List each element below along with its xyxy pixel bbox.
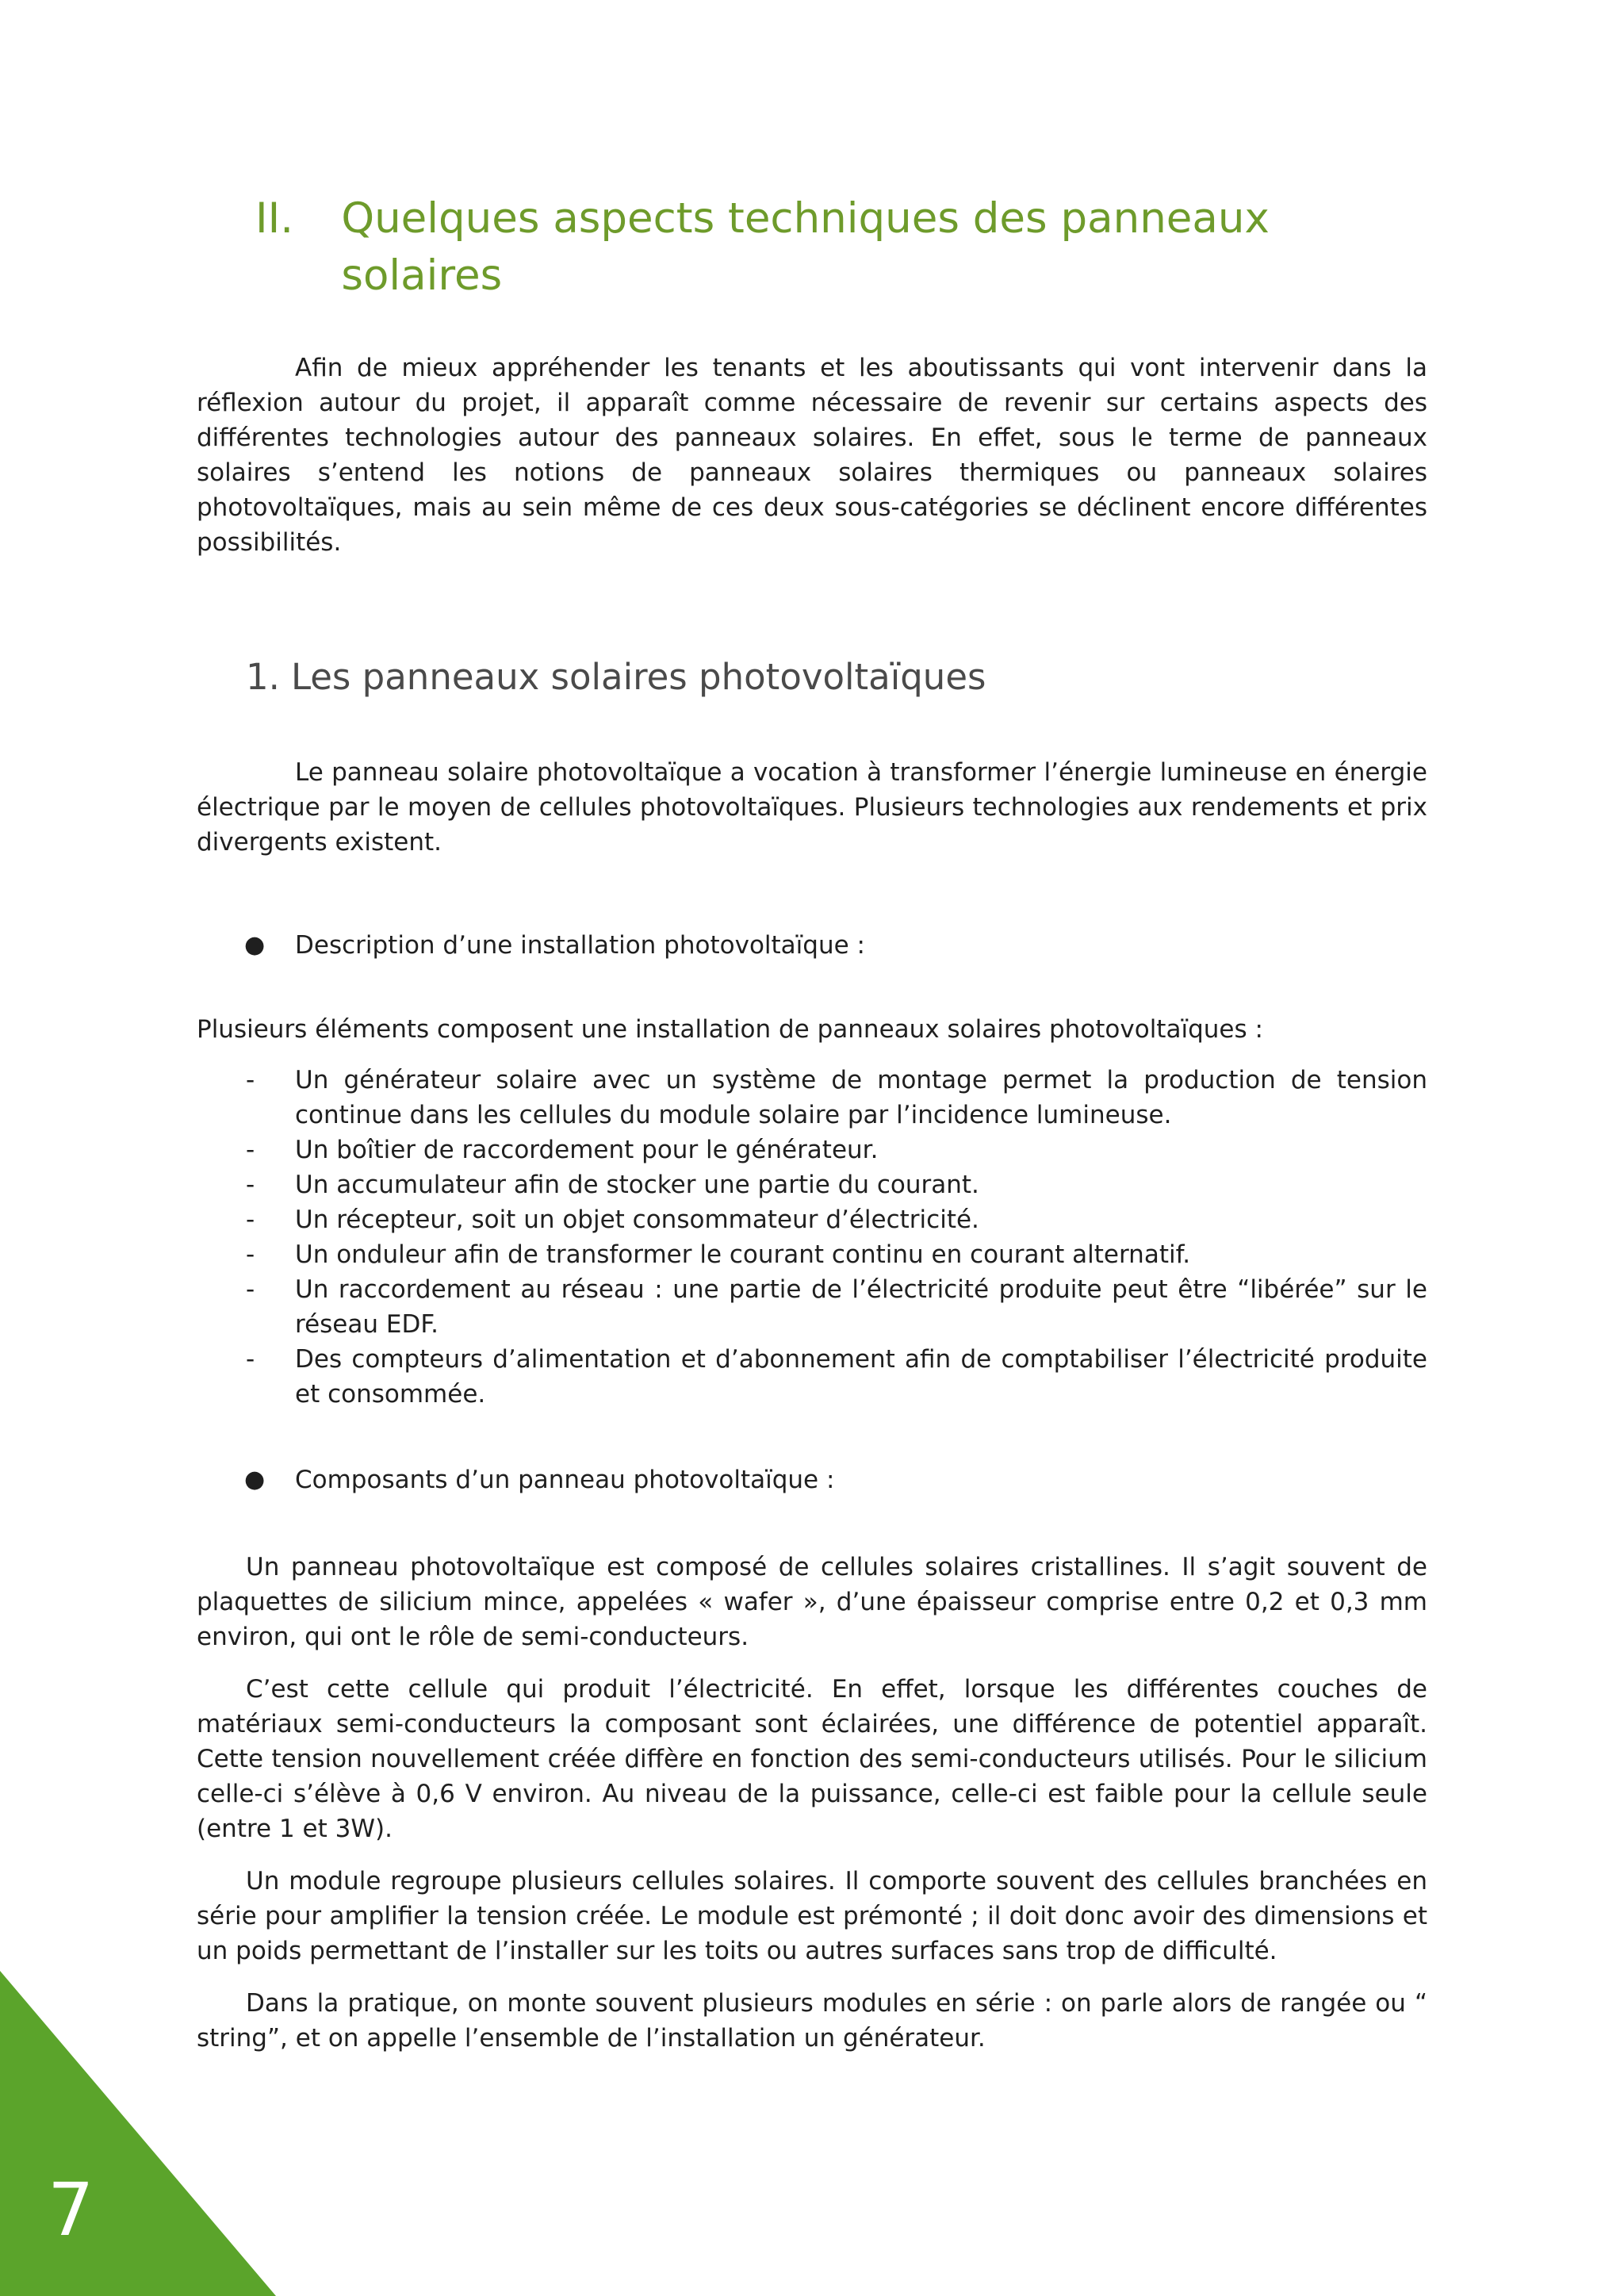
components-heading-text: Composants d’un panneau photovoltaïque : — [295, 1466, 835, 1494]
description-heading-text: Description d’une installation photovoltaïque : — [295, 931, 865, 960]
page-content — [197, 190, 1427, 2056]
dash-marker: - — [246, 1066, 255, 1094]
list-item-text: Un raccordement au réseau : une partie de l’électricité produite peut être “libérée” sur le réseau EDF. — [295, 1275, 1427, 1339]
section-heading — [255, 190, 1427, 305]
list-item — [197, 1133, 1427, 1167]
section-number: II. — [255, 194, 294, 243]
list-item — [197, 1272, 1427, 1342]
components-paragraph-1: Un panneau photovoltaïque est composé de cellules solaires cristallines. Il s’agit souvent de plaquettes de silicium mince, appelées « wafer », d’une épaisseur comprise entre 0,2 et 0,3 mm environ, qui ont le rôle de semi-conducteurs. — [197, 1553, 1427, 1651]
subsection-title: Les panneaux solaires photovoltaïques — [290, 656, 986, 698]
list-item — [197, 1202, 1427, 1237]
dash-marker: - — [246, 1205, 255, 1234]
section-intro-paragraph: Afin de mieux appréhender les tenants et les aboutissants qui vont intervenir dans la réflexion autour du projet, il apparaît comme nécessaire de revenir sur certains aspects des différentes technologies autour des panneaux solaires. En effet, sous le terme de panneaux solaires s’entend les notions de panneaux solaires thermiques ou panneaux solaires photovoltaïques, mais au sein même de ces deux sous-catégories se déclinent encore différentes possibilités. — [197, 354, 1427, 557]
corner-triangle-decoration — [0, 1971, 276, 2296]
page-number: 7 — [48, 2168, 94, 2252]
list-item-text: Des compteurs d’alimentation et d’abonnement afin de comptabiliser l’électricité produite et consommée. — [295, 1345, 1427, 1409]
list-item — [197, 1237, 1427, 1272]
description-heading — [197, 928, 1427, 963]
list-item — [197, 1167, 1427, 1202]
section-title: Quelques aspects techniques des panneaux solaires — [341, 194, 1270, 300]
list-item-text: Un générateur solaire avec un système de montage permet la production de tension continue dans les cellules du module solaire par l’incidence lumineuse. — [295, 1066, 1427, 1129]
installation-elements-list — [197, 1063, 1427, 1412]
subsection-number: 1. — [246, 656, 280, 698]
components-paragraph-2: C’est cette cellule qui produit l’électricité. En effet, lorsque les différentes couches de matériaux semi-conducteurs la composant sont éclairées, une différence de potentiel apparaît. Cette tension nouvellement créée diffère en fonction des semi-conducteurs utilisés. Pour le silicium celle-ci s’élève à 0,6 V environ. Au niveau de la puissance, celle-ci est faible pour la cellule seule (entre 1 et 3W). — [197, 1675, 1427, 1843]
dash-marker: - — [246, 1240, 255, 1269]
dash-marker: - — [246, 1345, 255, 1374]
bullet-icon: ● — [244, 1466, 266, 1493]
list-item — [197, 1063, 1427, 1133]
list-item-text: Un boîtier de raccordement pour le générateur. — [295, 1136, 879, 1164]
description-lead: Plusieurs éléments composent une installation de panneaux solaires photovoltaïques : — [197, 1015, 1263, 1044]
list-item-text: Un accumulateur afin de stocker une partie du courant. — [295, 1171, 979, 1199]
subsection-heading — [246, 654, 1427, 701]
components-paragraph-3: Un module regroupe plusieurs cellules solaires. Il comporte souvent des cellules branchées en série pour amplifier la tension créée. Le module est prémonté ; il doit donc avoir des dimensions et un poids permettant de l’installer sur les toits ou autres surfaces sans trop de difficulté. — [197, 1867, 1427, 1965]
dash-marker: - — [246, 1275, 255, 1304]
dash-marker: - — [246, 1136, 255, 1164]
components-paragraph-4: Dans la pratique, on monte souvent plusieurs modules en série : on parle alors de rangée ou “ string”, et on appelle l’ensemble de l’installation un générateur. — [197, 1989, 1427, 2053]
list-item-text: Un onduleur afin de transformer le courant continu en courant alternatif. — [295, 1240, 1191, 1269]
list-item — [197, 1342, 1427, 1412]
components-heading — [197, 1462, 1427, 1497]
list-item-text: Un récepteur, soit un objet consommateur d’électricité. — [295, 1205, 979, 1234]
bullet-icon: ● — [244, 931, 266, 959]
dash-marker: - — [246, 1171, 255, 1199]
subsection-intro-paragraph: Le panneau solaire photovoltaïque a vocation à transformer l’énergie lumineuse en énergie électrique par le moyen de cellules photovoltaïques. Plusieurs technologies aux rendements et prix divergents existent. — [197, 758, 1427, 857]
